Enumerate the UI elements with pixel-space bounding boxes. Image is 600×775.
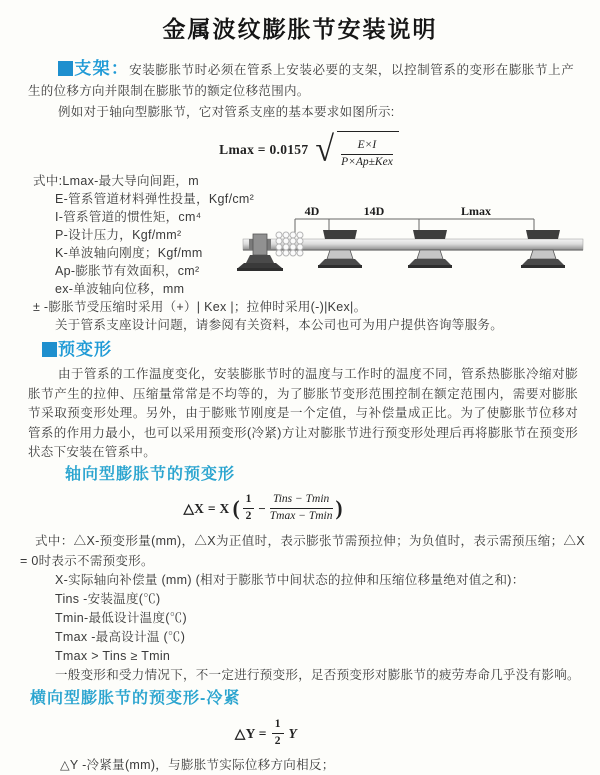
axial-explain-paragraph: 式中：△X-预变形量(mm)，△X为正值时，表示膨张节需预拉伸；为负值时，表示需预压缩；△X = 0时表示不需预变形。 [20,533,585,568]
lateral-note-line: △Y -冷紧量(mm)，与膨胀节实际位移方向相反； [60,757,335,772]
support-intro-paragraph [28,58,574,102]
formula-lateral-lhs: △Y = [234,725,267,741]
dim-label-14d: 14D [363,204,385,218]
radical-sign: √ [315,130,335,170]
predeform-section-heading [42,340,600,361]
open-paren: ( [232,496,240,520]
axial-subheading: 轴向型膨胀节的预变形 [65,465,236,483]
definition-line: E-管系管道材料弹性投量，Kgf/cm² [55,192,255,206]
predeform-section-label: 预变形 [58,340,112,359]
support-section-label: 支架： [74,59,130,78]
formula-lateral-coldpull [0,717,600,751]
axial-definition-line: Tins -安装温度(℃) [55,591,161,606]
formula-lmax-denominator: P×Ap±Kex [341,155,393,168]
axial-definition-line: Tmin-最低设计温度(℃) [55,610,187,625]
one-half-fraction: $\frac{1}{2}$ [272,718,284,749]
definition-line: Ap-膨胀节有效面积，cm² [55,264,200,278]
temperature-fraction: $\frac{\text{Tins − Tmin}}{Tmax - Tmin}$ [269,493,333,522]
axial-definition-line: Tmax -最高设计温 (℃) [55,629,186,644]
one-half-fraction: $\frac{1}{2}$ [243,493,255,524]
lateral-subheading: 横向型膨胀节的预变形-冷紧 [30,689,241,707]
definition-line: P-设计压力，Kgf/mm² [55,228,182,242]
document-page [0,14,600,772]
minus-sign: − [258,500,266,516]
formula-lmax-radicand [337,131,399,170]
formula-lmax [0,131,600,169]
section-square-icon [58,61,73,76]
definition-line: 关于管系支座设计问题，请参阅有关资料，本公司也可为用户提供咨询等服务。 [55,318,504,332]
axial-definition-line: X-实际轴向补偿量 (mm) (相对于膨胀节中间状态的拉伸和压缩位移量绝对值之和)： [55,572,525,587]
formula-definitions [0,172,600,334]
definition-line: ex-单波轴向位移，mm [55,282,185,296]
axial-note-line: 一般变形和受力情况下，不一定进行预变形，足否预变形对膨胀节的疲劳寿命几乎没有影响。 [55,667,580,682]
pipe-support-diagram [243,202,583,277]
section-square-icon [42,342,57,357]
formula-lmax-numerator: E×I [341,139,393,155]
axial-definition-line: Tmax > Tins ≥ Tmin [55,648,171,663]
definition-line: 式中:Lmax-最大导向间距，m [33,174,199,188]
dim-label-4d: 4D [304,204,320,218]
close-paren: ) [335,496,343,520]
page-title: 金属波纹膨胀节安装说明 [162,16,438,42]
predeform-paragraph: 由于管系的工作温度变化，安装膨胀节时的温度与工作时的温度不同，管系热膨胀冷缩对膨胀节产生的拉伸、压缩量常常是不均等的，为了膨胀节变形范围控制在额定范围内，需要对膨胀节采取预变形处理。另外，由于膨账节刚度是一个定值，与补偿量成正比。为了使膨胀节位移对管系的作用力最小，也可以采用预变形(冷紧)方让对膨胀节进行预变形处理后再将膨胀节在预变形状态下安装在管系中。 [28,367,578,459]
definition-line: I-管系管道的惯性矩，cm⁴ [55,210,202,224]
definition-line: K-单波轴向刚度；Kgf/mm [55,246,203,260]
formula-axial-predeform [0,489,600,529]
formula-axial-lhs: △X = X [183,500,230,516]
formula-lmax-lhs: Lmax = 0.0157 [219,142,309,157]
axial-definitions [0,571,600,685]
support-intro-text: 安装膨胀节时必须在管系上安装必要的支架，以控制管系的变形在膨胀节上产生的位移方向并限制在膨胀节的额定位移范围内。 [28,63,575,98]
definition-line: ± -膨胀节受压缩时采用（+）| Kex |；拉伸时采用(-)|Kex|。 [33,300,367,314]
dim-label-lmax: Lmax [461,204,491,218]
support-example-line: 例如对于轴向型膨胀节，它对管系支座的基本要求如图所示: [58,105,395,119]
formula-lateral-rhs: Y [288,725,298,741]
